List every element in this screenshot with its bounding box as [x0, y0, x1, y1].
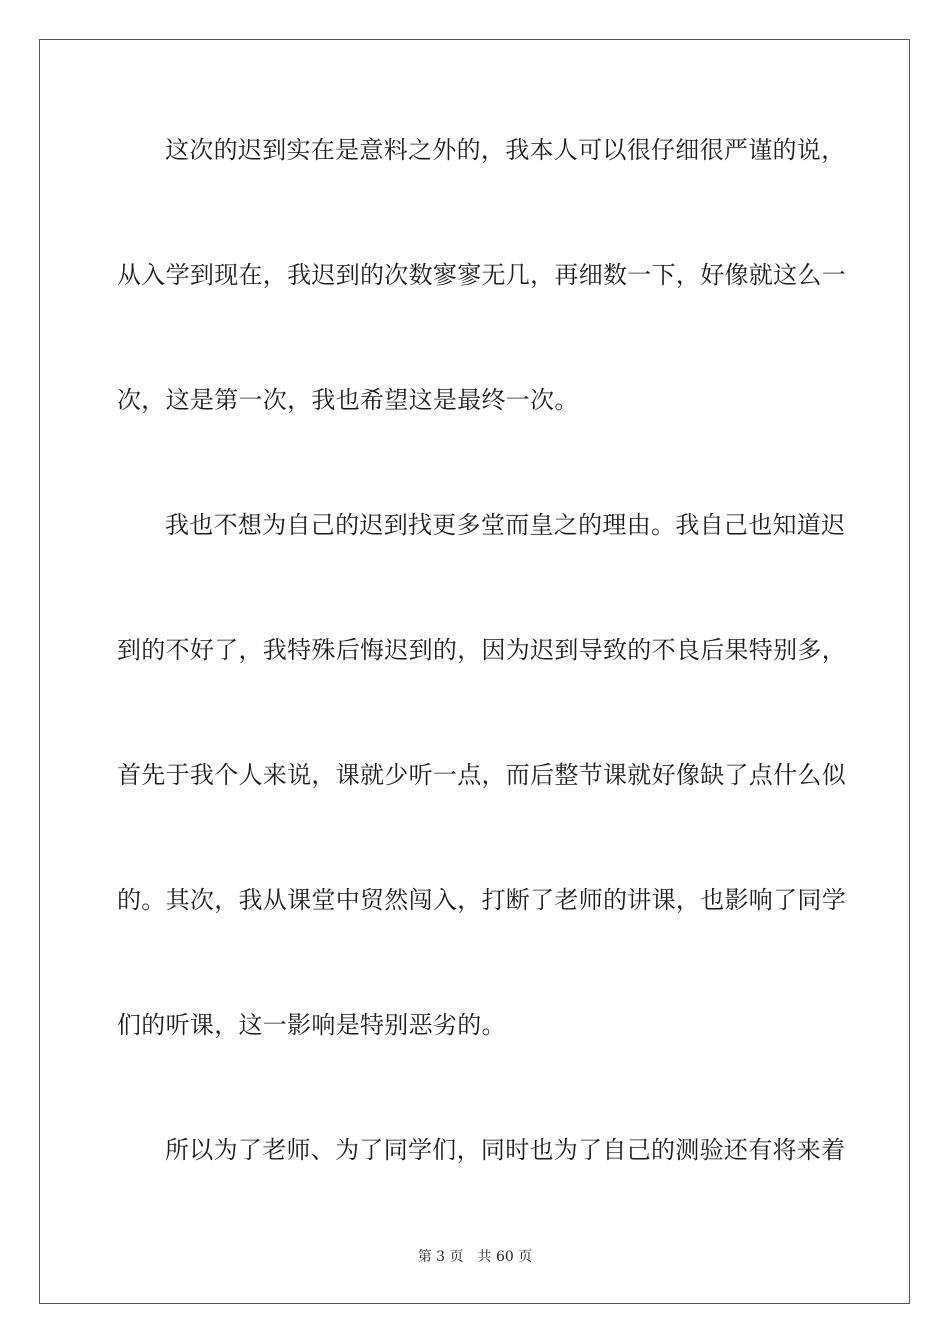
paragraph-2-line-5: 们的听课，这一影响是特别恶劣的。 [117, 1011, 506, 1039]
paragraph-1-line-1: 这次的迟到实在是意料之外的，我本人可以很仔细很严谨的说， [165, 136, 846, 164]
paragraph-2-line-2: 到的不好了，我特殊后悔迟到的，因为迟到导致的不良后果特别多， [117, 636, 846, 664]
page-total: 共 60 页 [477, 1249, 533, 1265]
page-footer [0, 1247, 950, 1267]
page-border [39, 39, 910, 1304]
paragraph-1-line-3: 次，这是第一次，我也希望这是最终一次。 [117, 386, 579, 414]
page-number: 第 3 页 [417, 1249, 464, 1265]
paragraph-1-line-2: 从入学到现在，我迟到的次数寥寥无几，再细数一下，好像就这么一 [117, 261, 846, 289]
paragraph-2-line-4: 的。其次，我从课堂中贸然闯入，打断了老师的讲课，也影响了同学 [117, 886, 846, 914]
paragraph-3-line-1: 所以为了老师、为了同学们，同时也为了自己的测验还有将来着 [165, 1136, 846, 1164]
paragraph-2-line-1: 我也不想为自己的迟到找更多堂而皇之的理由。我自己也知道迟 [165, 511, 846, 539]
paragraph-2-line-3: 首先于我个人来说，课就少听一点，而后整节课就好像缺了点什么似 [117, 761, 846, 789]
